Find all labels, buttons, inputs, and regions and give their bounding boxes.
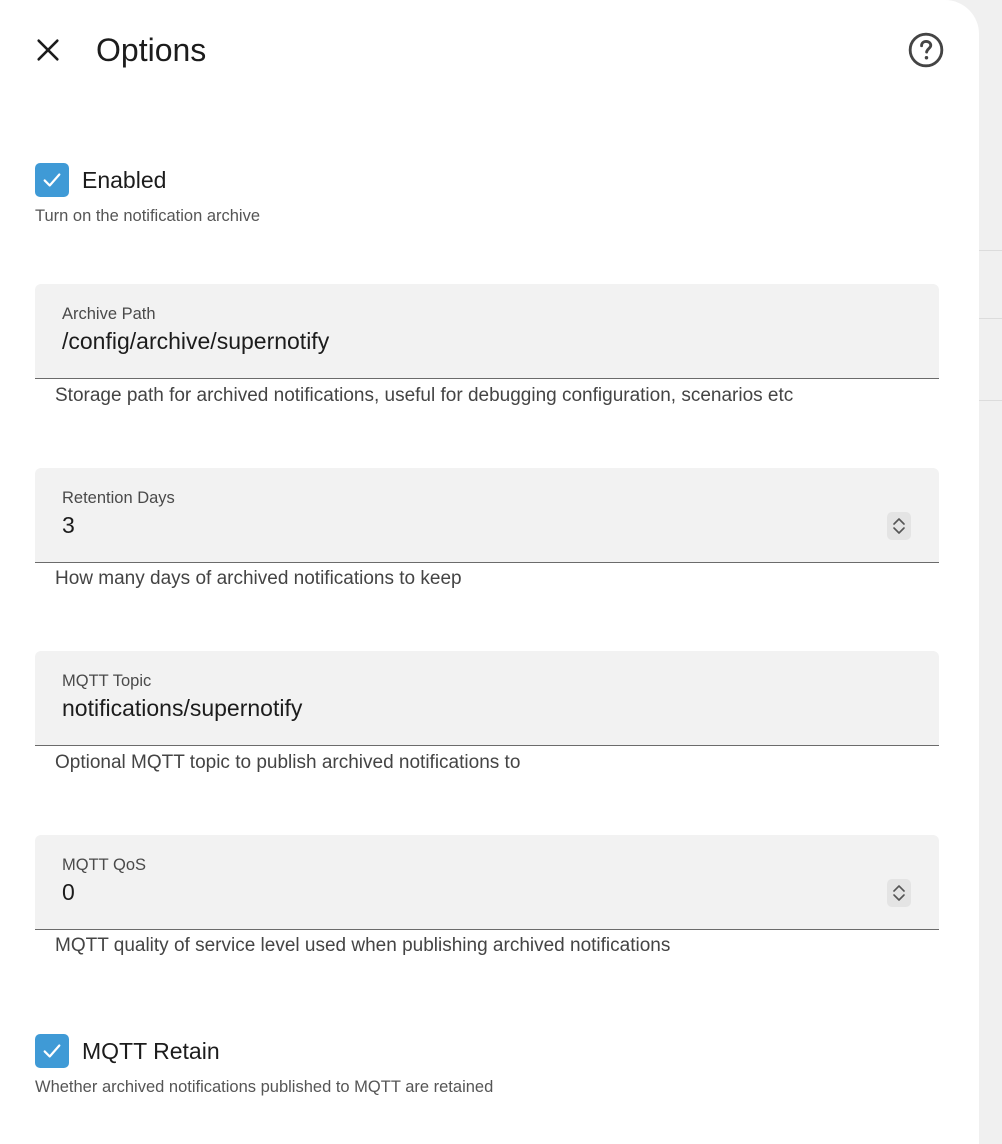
retention-days-input[interactable] xyxy=(62,512,882,539)
dialog-header xyxy=(0,0,979,100)
retention-days-stepper[interactable] xyxy=(887,512,911,540)
mqtt-qos-stepper[interactable] xyxy=(887,879,911,907)
retention-days-label: Retention Days xyxy=(62,489,175,507)
help-circle-icon xyxy=(907,31,945,69)
close-button[interactable] xyxy=(28,30,68,70)
mqtt-topic-field xyxy=(35,651,939,746)
help-button[interactable] xyxy=(906,30,946,70)
mqtt-qos-helper: MQTT quality of service level used when publishing archived notifications xyxy=(55,935,671,956)
mqtt-topic-helper: Optional MQTT topic to publish archived notifications to xyxy=(55,752,521,773)
retention-days-helper: How many days of archived notifications to keep xyxy=(55,568,462,589)
background-divider xyxy=(978,318,1002,319)
retention-days-field xyxy=(35,468,939,563)
dialog-title: Options xyxy=(96,32,207,68)
archive-path-field xyxy=(35,284,939,379)
check-icon xyxy=(41,1040,63,1062)
background-divider xyxy=(978,250,1002,251)
mqtt-retain-helper: Whether archived notifications published to MQTT are retained xyxy=(35,1078,494,1096)
mqtt-qos-field xyxy=(35,835,939,930)
chevron-up-icon xyxy=(892,884,906,893)
archive-path-helper: Storage path for archived notifications, useful for debugging configuration, scenarios etc xyxy=(55,385,794,406)
mqtt-retain-row xyxy=(35,1034,220,1068)
mqtt-topic-input[interactable] xyxy=(62,695,882,722)
enabled-row xyxy=(35,163,166,197)
chevron-down-icon xyxy=(892,526,906,535)
archive-path-label: Archive Path xyxy=(62,305,156,323)
enabled-label: Enabled xyxy=(82,166,167,193)
check-icon xyxy=(41,169,63,191)
mqtt-qos-input[interactable] xyxy=(62,879,882,906)
mqtt-retain-label: MQTT Retain xyxy=(82,1037,220,1064)
close-icon xyxy=(34,36,62,64)
mqtt-topic-label: MQTT Topic xyxy=(62,672,152,690)
mqtt-retain-checkbox[interactable] xyxy=(35,1034,69,1068)
enabled-checkbox[interactable] xyxy=(35,163,69,197)
enabled-helper: Turn on the notification archive xyxy=(35,207,261,225)
mqtt-qos-label: MQTT QoS xyxy=(62,856,147,874)
chevron-down-icon xyxy=(892,893,906,902)
background-divider xyxy=(978,400,1002,401)
chevron-up-icon xyxy=(892,517,906,526)
archive-path-input[interactable] xyxy=(62,328,882,355)
